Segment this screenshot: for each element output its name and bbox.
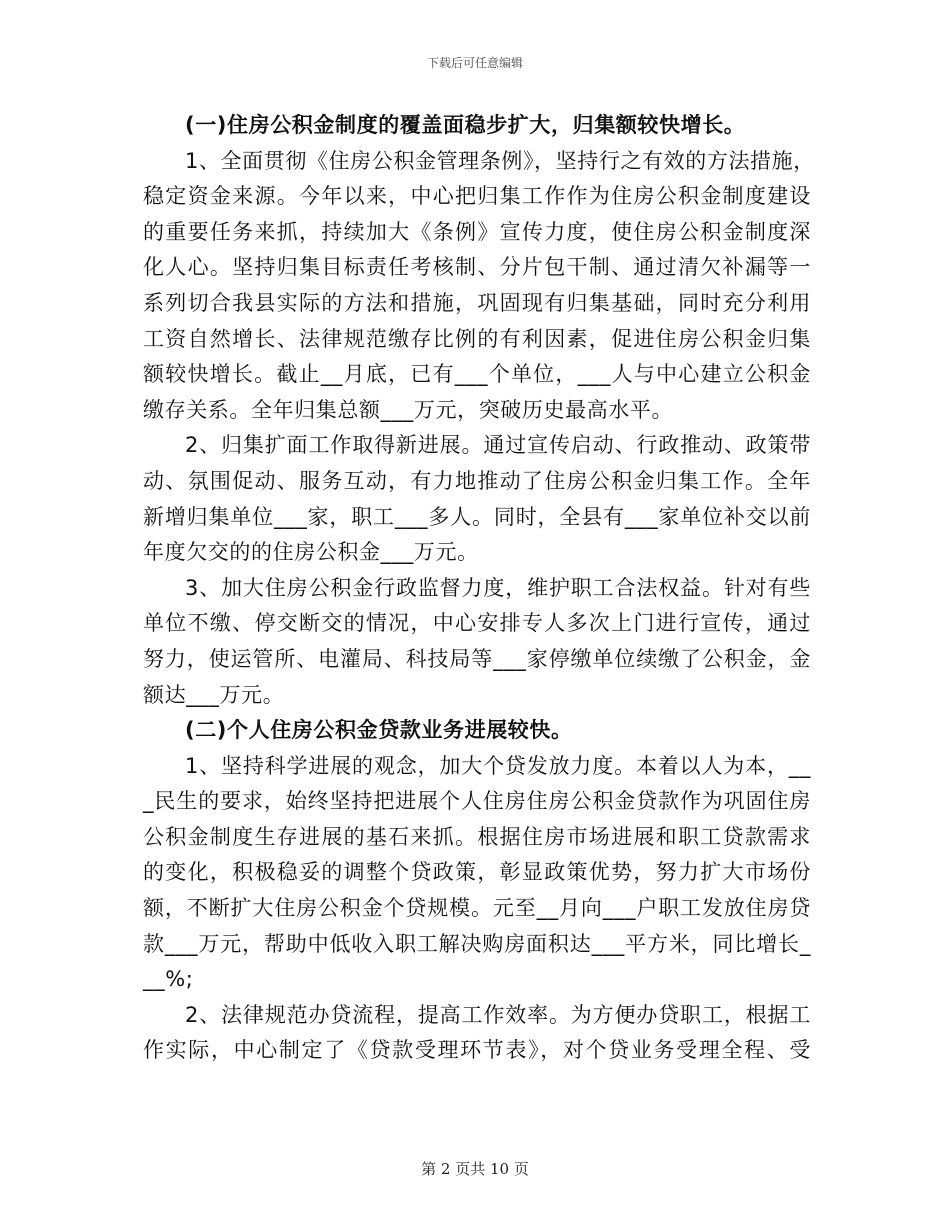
- paragraph-line: 款___万元，帮助中低收入职工解决购房面积达___平方米，同比增长_: [143, 931, 811, 956]
- page-footer: 第 2 页共 10 页: [421, 1160, 529, 1178]
- paragraph-line: __%;: [143, 967, 194, 992]
- paragraph-line: 单位不缴、停交断交的情况，中心安排专人多次上门进行宣传，通过: [143, 611, 811, 636]
- paragraph-line: 工资自然增长、法律规范缴存比例的有利因素，促进住房公积金归集: [143, 326, 811, 351]
- paragraph-line: _民生的要求，始终坚持把进展个人住房住房公积金贷款作为巩固住房: [143, 789, 811, 814]
- section-heading: (一)住房公积金制度的覆盖面稳步扩大，归集额较快增长。: [185, 113, 746, 137]
- paragraph-line: 化人心。坚持归集目标责任考核制、分片包干制、通过清欠补漏等一: [143, 255, 811, 280]
- paragraph-line: 动、氛围促动、服务互动，有力地推动了住房公积金归集工作。全年: [143, 468, 811, 493]
- paragraph-line: 稳定资金来源。今年以来，中心把归集工作作为住房公积金制度建设: [143, 184, 811, 209]
- paragraph-line: 2、法律规范办贷流程，提高工作效率。为方便办贷职工，根据工: [185, 1002, 811, 1027]
- paragraph-line: 额达___万元。: [143, 682, 285, 707]
- paragraph-line: 3、加大住房公积金行政监督力度，维护职工合法权益。针对有些: [185, 575, 811, 600]
- paragraph-line: 的变化，积极稳妥的调整个贷政策，彰显政策优势，努力扩大市场份: [143, 860, 811, 885]
- page-header: 下载后可任意编辑: [426, 56, 523, 70]
- paragraph-line: 1、全面贯彻《住房公积金管理条例》，坚持行之有效的方法措施，: [185, 148, 815, 173]
- paragraph-line: 的重要任务来抓，持续加大《条例》宣传力度，使住房公积金制度深: [143, 219, 811, 244]
- paragraph-line: 1、坚持科学进展的观念，加大个贷发放力度。本着以人为本，__: [185, 753, 811, 778]
- paragraph-line: 额较快增长。截止__月底，已有___个单位，___人与中心建立公积金: [143, 362, 811, 387]
- paragraph-line: 系列切合我县实际的方法和措施，巩固现有归集基础，同时充分利用: [143, 290, 811, 315]
- paragraph-line: 公积金制度生存进展的基石来抓。根据住房市场进展和职工贷款需求: [143, 824, 811, 849]
- paragraph-line: 2、归集扩面工作取得新进展。通过宣传启动、行政推动、政策带: [185, 433, 811, 458]
- paragraph-line: 努力，使运管所、电灌局、科技局等___家停缴单位续缴了公积金，金: [143, 646, 811, 671]
- paragraph-line: 缴存关系。全年归集总额___万元，突破历史最高水平。: [143, 397, 674, 422]
- paragraph-line: 额，不断扩大住房公积金个贷规模。元至__月向___户职工发放住房贷: [143, 896, 811, 921]
- paragraph-line: 年度欠交的的住房公积金___万元。: [143, 540, 479, 565]
- paragraph-line: 作实际，中心制定了《贷款受理环节表》，对个贷业务受理全程、受: [143, 1038, 811, 1063]
- section-heading: (二)个人住房公积金贷款业务进展较快。: [185, 718, 573, 743]
- document-body: [143, 108, 815, 1069]
- paragraph-line: 新增归集单位___家，职工___多人。同时，全县有___家单位补交以前: [143, 504, 811, 529]
